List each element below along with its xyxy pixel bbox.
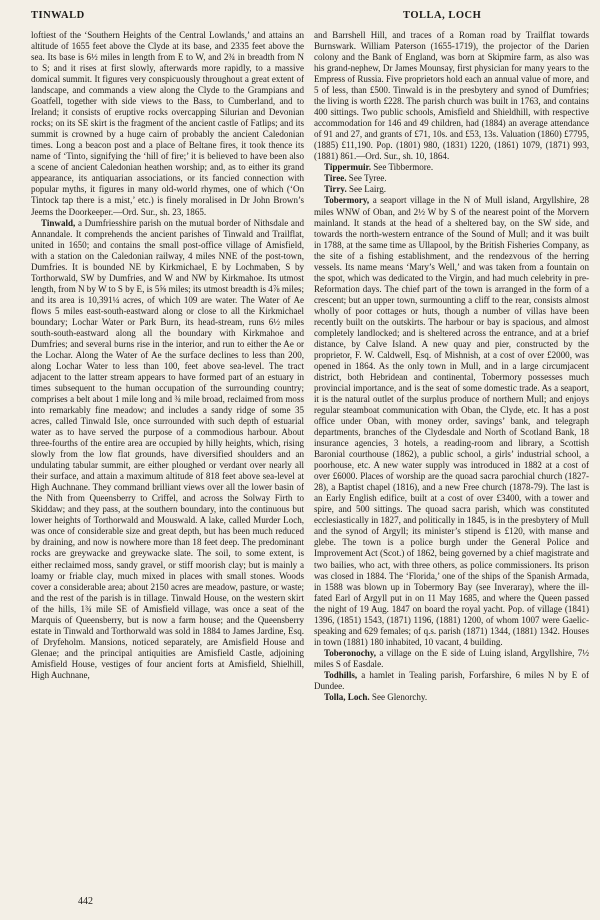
headword-tirry: Tirry. <box>324 184 347 195</box>
headword-tolla-loch: Tolla, Loch. <box>324 691 370 702</box>
tinwald-continuation: and Barrshell Hill, and traces of a Roman road by Trailflat towards Burnswark. William Paterson (1655-1719), the projector of the Darien colony and the Bank of England, was born at Skipmire farm, as also was his grand-nephew, Dr James Mounsay, first physician for many years to the Empress of Russia. Five proprietors hold each an annual value of more, and 5 of less, than £500. Tinwald is in the presbytery and synod of Dumfries; the living is worth £228. The parish church was built in 1763, and contains 400 sittings. Two public schools, Amisfield and Shieldhill, with respective accommodation for 146 and 49 children, had (1884) an average attendance of 91 and 27, and grants of £71, 10s. and £53, 13s. Valuation (1860) £7795, (1885) £11,190. Pop. (1801) 980, (1831) 1220, (1861) 1079, (1871) 993, (1881) 861.—Ord. Sur., sh. 10, 1864. <box>314 30 589 162</box>
entry-toberonochy <box>314 648 589 670</box>
running-head <box>0 10 600 26</box>
page-number: 442 <box>78 896 93 907</box>
entry-tirry-text: See Lairg. <box>346 184 386 195</box>
headword-tinwald: Tinwald, <box>41 217 76 228</box>
entry-tinwald-text: a Dumfriesshire parish on the mutual border of Nithsdale and Annandale. It comprehends the ancient parishes of Tinwald and Trailflat, united in 1650; and contains the small post-office village of Amisfield, with a station on the Caledonian railway, 4 miles NNE of the post-town, Dumfries. It is bounded NE by Kirkmichael, E by Lochmaben, S by Torthorwald, SW by Dumfries, and W and NW by Kirkmahoe. Its utmost length, from N by W to S by E, is 5⅝ miles; its utmost breadth is 4⅞ miles; and its area is 10,391¼ acres, of which 109 are water. The Water of Ae flows 5 miles east-south-eastward along or close to all the Kirkmichael boundary; Lochar Water or Park Burn, its head-stream, runs 6½ miles south-south-eastward along all the boundary with Kirkmahoe and Dumfries; and several burns rise in the interior, and run to either the Ae or the Lochar. Along the Water of Ae the surface declines to less than 200, along Lochar Water to less than 100, feet above sea-level. The tract adjacent to the latter stream appears to have formed part of an estuary in times subsequent to the human occupation of the surrounding country; comprises a belt about 1 mile long and ¾ mile broad, reclaimed from moss into remarkably fine meadow; and includes a sandy ridge of some 35 acres, called Tinwald Isle, once surrounded with such depth of estuarial water as to have served the purpose of a commodious harbour. About three-fourths of the entire area are occupied by hilly heights, which, rising slowly from the low flat grounds, have diversified shoulders and an undulating tabular summit, are either ploughed or verdant over nearly all their surface, and attain a maximum altitude of 818 feet above sea-level at High Auchnane. They command brilliant views over all the lower basin of the Nith from Queensberry to Criffel, and across the Solway Firth to Skiddaw; and they pass, at the southern boundary, into the continuous but lower heights of Torthorwald and Mouswald. A lake, called Murder Loch, was once of considerable size and great depth, but has been much reduced by draining, and now is nowhere more than 18 feet deep. The predominant rocks are greywacke and greywacke slate. The soil, to some extent, is either reclaimed moss, sandy gravel, or stiff moorish clay; but is mainly a loamy or friable clay, much mixed in places with small stones. Woods cover a considerable area; about 2150 acres are meadow, pasture, or waste; and the rest of the parish is in tillage. Tinwald House, on the western skirt of the hills, 1¾ mile SE of Amisfield village, was once a seat of the Marquis of Queensberry, but is now a farm house; and the Queensberry estate in Tinwald and Torthorwald was sold in 1884 to James Jardine, Esq. of Dryfeholm. Mansions, noticed separately, are Amisfield House and Glenae; and the principal antiquities are Amisfield Castle, adjoining Amisfield House, vestiges of four ancient forts at Amisfield, Shielhill, High Auchnane, <box>31 217 304 680</box>
headword-tobermory: Tobermory, <box>324 195 370 206</box>
entry-tiree-text: See Tyree. <box>346 173 387 184</box>
entry-tobermory <box>314 195 589 647</box>
running-head-right: TOLLA, LOCH <box>403 10 482 21</box>
entry-tolla-loch <box>314 692 589 703</box>
entry-tirry <box>314 184 589 195</box>
headword-toberonochy: Toberonochy, <box>324 647 377 658</box>
headword-todhills: Todhills, <box>324 669 358 680</box>
running-head-left: TINWALD <box>31 10 85 21</box>
left-column <box>31 30 304 898</box>
headword-tippermuir: Tippermuir. <box>324 162 372 173</box>
entry-todhills-text: a hamlet in Tealing parish, Forfarshire, 6 miles N by E of Dundee. <box>314 669 589 691</box>
right-column <box>314 30 589 898</box>
entry-tobermory-text: a seaport village in the N of Mull island, Argyllshire, 28 miles WNW of Oban, and 2½ W by S of the nearest point of the Morvern mainland. It stands at the head of a sheltered bay, on the SW side, and towards the north-western entrance of the Sound of Mull; and it was built in 1788, at the same time as Ullapool, by the British Fisheries Company, as the site of a fishing establishment, and the rendezvous of the herring vessels. Its name means ‘Mary’s Well,’ and was taken from a fountain on the spot, which was dedicated to the Virgin, and had much celebrity in pre-Reformation days. The chief part of the town is arranged in the form of a crescent; but an upper town, surmounting a cliff to the rear, consists almost wholly of poor cottages or huts, though a number of villas have been recently built on the outskirts. The harbour or bay is spacious, and almost completely landlocked; and is sheltered across the entrance, and at a brief distance, by Calve Island. A new quay and pier, constructed by the proprietor, F. W. Caldwell, Esq. of Mishnish, at a cost of over £2000, was opened in 1864. As the only town in Mull, and in a large circumjacent district, both Hebridean and continental, Tobermory possesses much provincial importance, and is the seat of some domestic trade. As a seaport, it is the natural outlet of the surplus produce of northern Mull; and enjoys regular steamboat communication with Oban, the Clyde, etc. It has a post office under Oban, with money order, savings’ bank, and telegraph departments, branches of the Clydesdale and North of Scotland Bank, 18 insurance agencies, 3 hotels, a reading-room and library, a Scottish Baronial courthouse (1862), a public school, a girls’ industrial school, a poorhouse, etc. A new water supply was introduced in 1882 at a cost of over £6000. Places of worship are the quoad sacra parochial church (1827-28), a Baptist chapel (1816), and a new Free church (1878-79). The last is an Early English edifice, built at a cost of over £3400, with a tower and spire, and 500 sittings. The quoad sacra parish, which was constituted ecclesiastically in 1827, and politically in 1845, is in the presbytery of Mull and the synod of Argyll; its minister’s stipend is £120, with manse and glebe. The town is a police burgh under the General Police and Improvement Act (Scot.) of 1862, being governed by a chief magistrate and two bailies, who act, with three others, as police commissioners. Its prison was closed in 1884. The ‘Florida,’ one of the ships of the Spanish Armada, in 1588 was blown up in Tobermory Bay (see Inveraray), where the ill-fated Earl of Argyll put in on 11 May 1685, and where the Queen passed the night of 19 Aug. 1847 on board the royal yacht. Pop. of village (1841) 1396, (1851) 1543, (1871) 1196, (1881) 1200, of whom 1007 were Gaelic-speaking and 629 females; of q.s. parish (1871) 1344, (1881) 1342. Houses in town (1881) 180 inhabited, 10 vacant, 4 building. <box>314 195 589 647</box>
entry-tippermuir <box>314 162 589 173</box>
entry-tiree <box>314 173 589 184</box>
entry-todhills <box>314 670 589 692</box>
entry-tippermuir-text: See Tibbermore. <box>371 162 434 173</box>
headword-tiree: Tiree. <box>324 173 347 184</box>
entry-toberonochy-text: a village on the E side of Luing island, Argyllshire, 7½ miles S of Easdale. <box>314 647 589 669</box>
entry-tolla-loch-text: See Glenorchy. <box>369 691 428 702</box>
entry-tinwald <box>31 218 304 681</box>
tinto-continuation: loftiest of the ‘Southern Heights of the Central Lowlands,’ and attains an altitude of 1655 feet above the Clyde at its base, and 2335 feet above the sea. Its base is 6½ miles in length from E to W, and 2¾ in breadth from N to S; and it rises at first slowly, afterwards more rapidly, to a massive domical summit. It figures very conspicuously throughout a great extent of landscape, and commands a view along the Clyde to the Grampians and Goatfell, together with side views to the Bass, to Cumberland, and to Ireland; it consists of eruptive rocks overcapping Silurian and Devonian rocks; on its SE skirt is the fragment of the ancient castle of Fatlips; and its summit is crowned by a huge cairn of probably the ancient Caledonian times. Long a beacon post and a place of Beltane fires, it took thence its name of ‘Tinto, signifying the ‘hill of fire;’ it is believed to have been also a scene of ancient Caledonian heathen worship; and, as to either its grand appearance, its antiquarian associations, or its fancied connection with popular myths, it figures in many old-world rhymes, one of which (‘On Tintock tap there is a mist,’ etc.) is finely moralised in Dr John Brown’s Jeems the Doorkeeper.—Ord. Sur., sh. 23, 1865. <box>31 30 304 217</box>
